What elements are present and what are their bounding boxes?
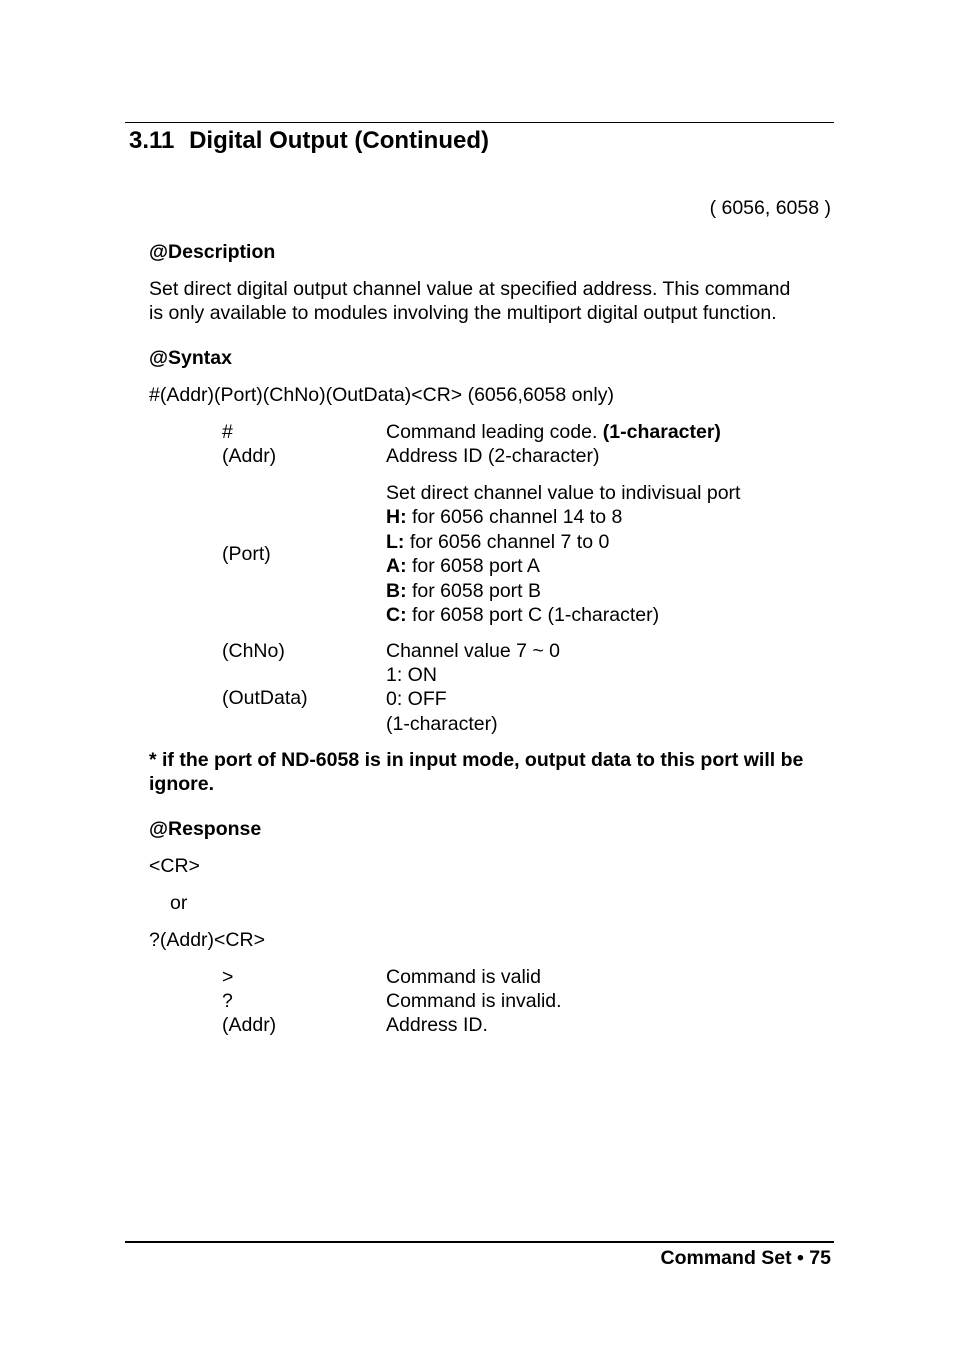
- response-desc-valid: Command is valid: [386, 966, 541, 988]
- syntax-term-hash: #: [222, 421, 233, 443]
- syntax-term-chno: (ChNo): [222, 640, 285, 662]
- top-rule: [125, 122, 834, 123]
- syntax-desc-hash: [386, 420, 721, 444]
- footer: [661, 1247, 831, 1270]
- port-intro: Set direct channel value to indivisual port: [386, 482, 741, 504]
- syntax-desc-hash-text: Command leading code.: [386, 421, 603, 443]
- section-heading: [129, 127, 489, 155]
- syntax-command: #(Addr)(Port)(ChNo)(OutData)<CR> (6056,6058 only): [149, 384, 614, 406]
- response-term-valid: >: [222, 966, 234, 988]
- syntax-desc-port: [386, 481, 740, 627]
- syntax-desc-hash-bold: (1-character): [602, 421, 721, 443]
- syntax-term-outdata: (OutData): [222, 687, 308, 709]
- note-line-1: * if the port of ND-6058 is in input mode, output data to this port will be: [149, 749, 804, 771]
- response-term-addr: (Addr): [222, 1014, 277, 1036]
- description-line-1: Set direct digital output channel value at specified address. This command: [149, 278, 791, 300]
- section-title: Digital Output (Continued): [189, 127, 489, 154]
- description-line-2: is only available to modules involving the multiport digital output function.: [149, 302, 777, 324]
- syntax-desc-outdata: [386, 663, 498, 736]
- response-valid-reply: <CR>: [149, 855, 200, 877]
- port-line-h: H: for 6056 channel 14 to 8: [386, 506, 623, 529]
- response-desc-addr: Address ID.: [386, 1014, 488, 1036]
- model-list: ( 6056, 6058 ): [709, 197, 831, 219]
- response-heading: @Response: [149, 818, 262, 840]
- note-line-2: ignore.: [149, 773, 215, 795]
- response-desc-invalid: Command is invalid.: [386, 990, 562, 1012]
- footer-rule: [125, 1241, 834, 1243]
- syntax-heading: @Syntax: [149, 347, 232, 369]
- outdata-line-size: (1-character): [386, 712, 498, 735]
- response-invalid-reply: ?(Addr)<CR>: [149, 929, 265, 951]
- syntax-term-port: (Port): [222, 543, 271, 565]
- syntax-term-addr: (Addr): [222, 445, 277, 467]
- outdata-line-off: 0: OFF: [386, 688, 447, 711]
- response-term-invalid: ?: [222, 990, 233, 1012]
- footer-bullet: •: [797, 1247, 804, 1269]
- port-line-a: A: for 6058 port A: [386, 555, 540, 578]
- page-number: 75: [809, 1247, 831, 1269]
- response-or: or: [170, 892, 188, 914]
- port-line-c: C: for 6058 port C (1-character): [386, 604, 660, 627]
- syntax-desc-addr: Address ID (2-character): [386, 445, 600, 467]
- footer-label: Command Set: [660, 1247, 792, 1269]
- port-line-b: B: for 6058 port B: [386, 579, 541, 602]
- description-heading: @Description: [149, 241, 276, 263]
- section-number: 3.11: [129, 127, 175, 154]
- outdata-line-on: 1: ON: [386, 664, 437, 686]
- port-line-l: L: for 6056 channel 7 to 0: [386, 530, 610, 553]
- syntax-desc-chno: Channel value 7 ~ 0: [386, 640, 561, 662]
